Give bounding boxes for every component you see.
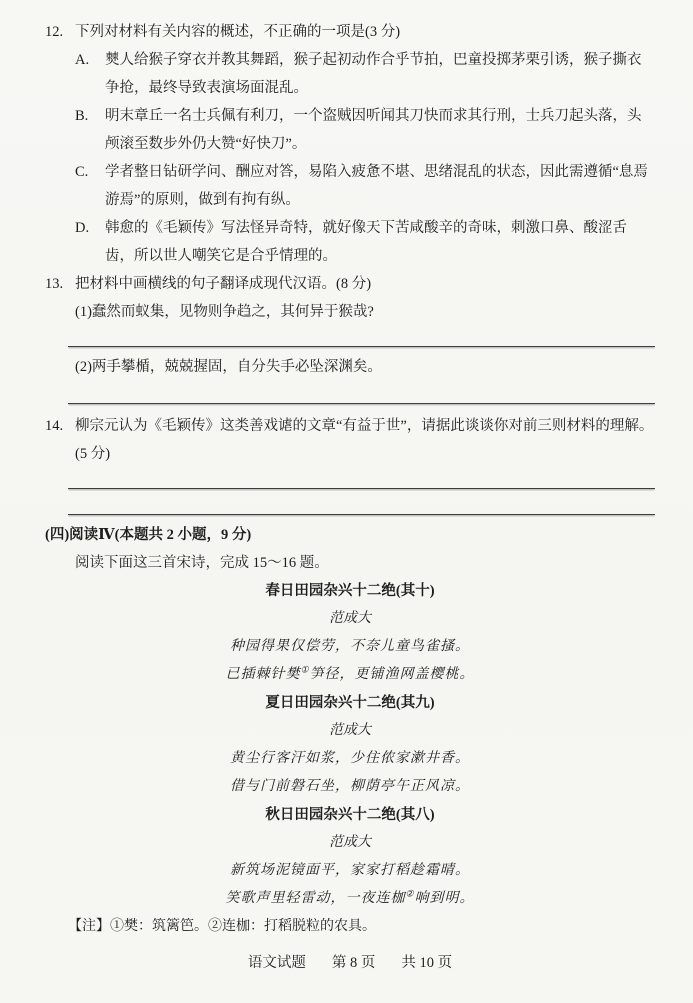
poem-2-line-1: 黄尘行客汗如浆，少住侬家漱井香。 bbox=[230, 751, 470, 766]
option-b-label: B. bbox=[75, 108, 89, 124]
question-12-option-b bbox=[75, 102, 655, 158]
option-d-text: 韩愈的《毛颖传》写法怪异奇特，就好像天下苦咸酸辛的奇味，刺激口鼻、酸涩舌齿，所以世人嘲笑它是合乎情理的。 bbox=[105, 220, 627, 264]
footer-exam-label: 语文试题 bbox=[247, 955, 306, 971]
poem-2-line-2: 借与门前磐石坐，柳荫亭午正风凉。 bbox=[230, 779, 470, 794]
question-14-text: 柳宗元认为《毛颖传》这类善戏谑的文章“有益于世”，请据此谈谈你对前三则材料的理解。(5 分) bbox=[75, 418, 654, 462]
option-c-label: C. bbox=[75, 164, 89, 180]
poem-notes: 【注】①樊：筑篱笆。②连枷：打稻脱粒的农具。 bbox=[68, 919, 376, 934]
poem-3-title: 秋日田园杂兴十二绝(其八) bbox=[265, 807, 435, 823]
page-footer bbox=[45, 949, 655, 977]
poem-3-author: 范成大 bbox=[329, 835, 371, 850]
option-c-text: 学者整日钻研学问、酬应对答，易陷入疲惫不堪、思绪混乱的状态，因此需遵循“息焉游焉”的原则，做到有拘有纵。 bbox=[105, 164, 648, 208]
question-13-sub1: (1)蠢然而蚁集，见物则争趋之，其何异于猴哉? bbox=[75, 304, 374, 320]
question-14-number: 14. bbox=[45, 418, 64, 434]
footnote-marker-1: ① bbox=[300, 664, 310, 675]
question-12-stem bbox=[45, 18, 655, 46]
poem-1-title: 春日田园杂兴十二绝(其十) bbox=[265, 583, 435, 599]
poem-2-title: 夏日田园杂兴十二绝(其九) bbox=[265, 695, 435, 711]
question-13-text: 把材料中画横线的句子翻译成现代汉语。(8 分) bbox=[75, 276, 372, 292]
poem-1-line-2-pre: 已插棘针樊 bbox=[225, 667, 301, 682]
answer-line-13-2 bbox=[68, 381, 655, 404]
section-4-header: (四)阅读Ⅳ(本题共 2 小题，9 分) bbox=[45, 527, 252, 543]
question-13-stem bbox=[45, 270, 655, 298]
option-a-label: A. bbox=[75, 52, 90, 68]
poem-3-line-2-pre: 笑歌声里轻雷动，一夜连枷 bbox=[225, 891, 406, 906]
poem-3-line-2 bbox=[45, 885, 655, 913]
poem-1-line-1: 种园得果仅偿劳，不奈儿童鸟雀搔。 bbox=[230, 639, 470, 654]
poem-1-line-2-post: 笋径，更铺渔网盖樱桃。 bbox=[309, 667, 475, 682]
question-13-number: 13. bbox=[45, 276, 64, 292]
footer-total-pages: 共 10 页 bbox=[401, 955, 453, 971]
footer-page-number: 第 8 页 bbox=[331, 955, 376, 971]
section-4-intro: 阅读下面这三首宋诗，完成 15～16 题。 bbox=[75, 555, 329, 571]
poem-2-author: 范成大 bbox=[329, 723, 371, 738]
question-12-number: 12. bbox=[45, 24, 64, 40]
question-12-option-d bbox=[75, 214, 655, 270]
question-13-sub2: (2)两手攀楯，兢兢握固，自分失手必坠深渊矣。 bbox=[75, 359, 382, 375]
question-12-text: 下列对材料有关内容的概述，不正确的一项是(3 分) bbox=[75, 24, 401, 40]
footnote-marker-2: ② bbox=[405, 888, 415, 899]
answer-line-14-2 bbox=[68, 489, 655, 515]
question-12-option-c bbox=[75, 158, 655, 214]
poem-3-line-2-post: 响到明。 bbox=[414, 891, 475, 906]
poem-1-author: 范成大 bbox=[329, 611, 371, 626]
answer-line-13-1 bbox=[68, 326, 655, 347]
option-b-text: 明末章丘一名士兵佩有利刀，一个盗贼因听闻其刀快而求其行刑，士兵刀起头落，头颅滚至数步外仍大赞“好快刀”。 bbox=[105, 108, 642, 152]
option-d-label: D. bbox=[75, 220, 90, 236]
question-12-option-a bbox=[75, 46, 655, 102]
poem-1-line-2 bbox=[45, 661, 655, 689]
poem-3-line-1: 新筑场泥镜面平，家家打稻趁霜晴。 bbox=[230, 863, 470, 878]
answer-line-14-1 bbox=[68, 468, 655, 489]
question-14-stem bbox=[45, 412, 655, 468]
option-a-text: 僰人给猴子穿衣并教其舞蹈，猴子起初动作合乎节拍，巴童投掷茅栗引诱，猴子撕衣争抢，最终导致表演场面混乱。 bbox=[105, 52, 642, 96]
